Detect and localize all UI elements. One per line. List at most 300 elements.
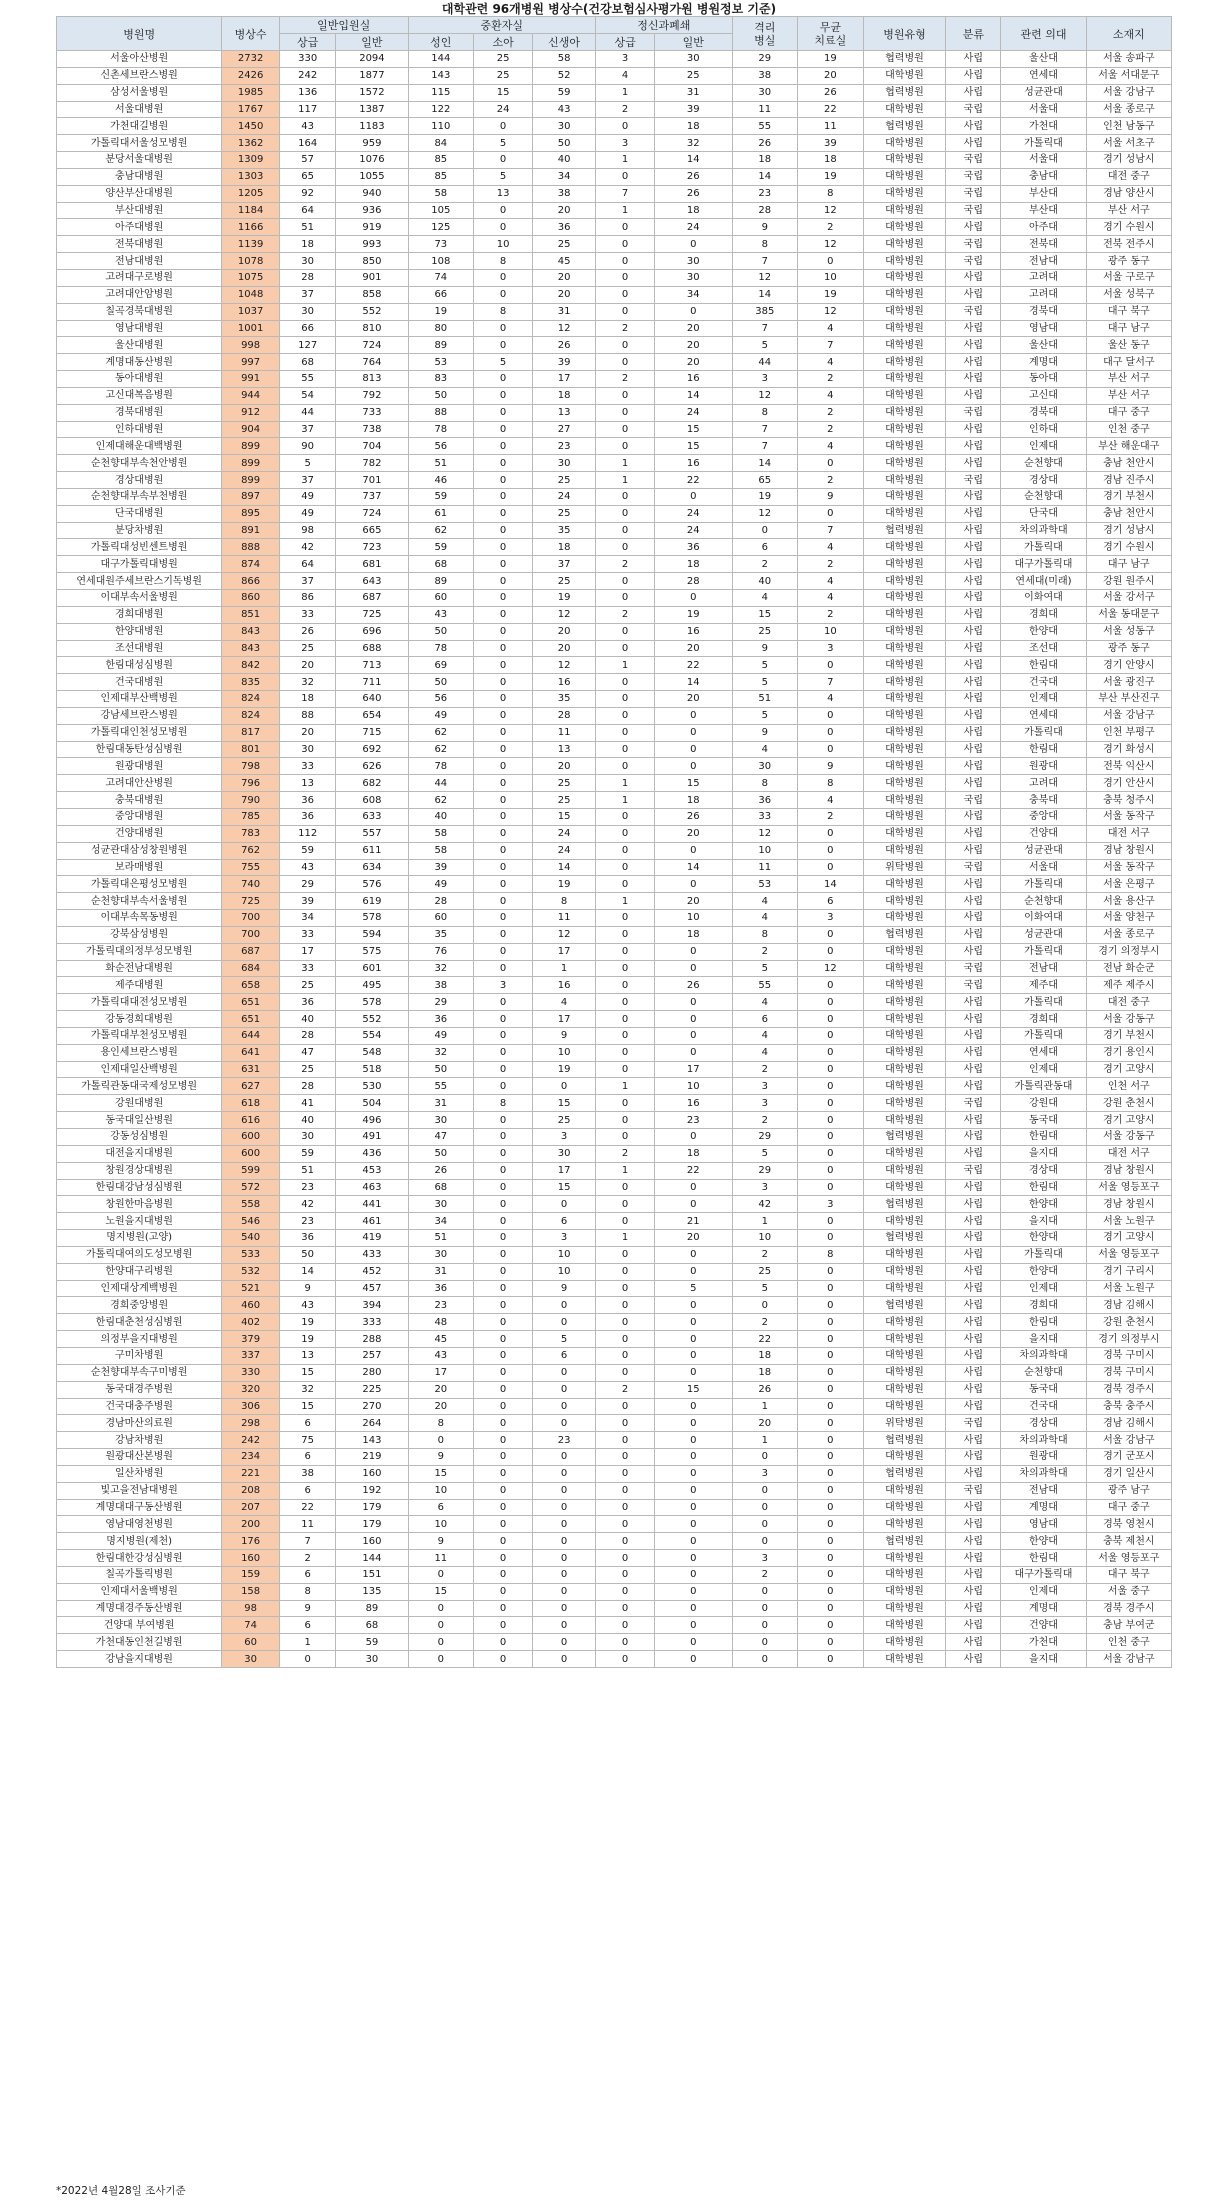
general-upper-cell: 19 xyxy=(279,1331,335,1348)
icu-newborn-cell: 0 xyxy=(533,1566,596,1583)
isolation-room-cell: 10 xyxy=(732,842,798,859)
location-cell: 서울 성동구 xyxy=(1086,623,1171,640)
icu-newborn-cell: 19 xyxy=(533,876,596,893)
sterile-room-cell: 0 xyxy=(798,1061,864,1078)
icu-newborn-cell: 52 xyxy=(533,67,596,84)
icu-child-cell: 0 xyxy=(474,775,533,792)
psych-normal-cell: 20 xyxy=(655,825,732,842)
general-normal-cell: 270 xyxy=(336,1398,408,1415)
icu-newborn-cell: 17 xyxy=(533,1011,596,1028)
psych-upper-cell: 0 xyxy=(596,253,655,270)
hospital-name-cell: 순천향대부속구미병원 xyxy=(57,1364,222,1381)
total-beds-cell: 912 xyxy=(222,404,280,421)
table-row xyxy=(57,337,1172,354)
general-upper-cell: 30 xyxy=(279,253,335,270)
psych-upper-cell: 0 xyxy=(596,1516,655,1533)
isolation-room-cell: 4 xyxy=(732,590,798,607)
psych-normal-cell: 0 xyxy=(655,1516,732,1533)
hospital-name-cell: 명지병원(제천) xyxy=(57,1533,222,1550)
ownership-cell: 사립 xyxy=(946,320,1001,337)
ownership-cell: 사립 xyxy=(946,1499,1001,1516)
table-row xyxy=(57,842,1172,859)
sterile-room-cell: 19 xyxy=(798,51,864,68)
general-normal-cell: 576 xyxy=(336,876,408,893)
icu-child-cell: 0 xyxy=(474,539,533,556)
table-row xyxy=(57,286,1172,303)
psych-normal-cell: 0 xyxy=(655,303,732,320)
hospital-type-cell: 협력병원 xyxy=(863,1230,946,1247)
icu-newborn-cell: 12 xyxy=(533,657,596,674)
medical-school-cell: 한림대 xyxy=(1001,1314,1086,1331)
icu-adult-cell: 32 xyxy=(408,960,474,977)
hospital-name-cell: 영남대영천병원 xyxy=(57,1516,222,1533)
table-row xyxy=(57,421,1172,438)
table-row xyxy=(57,792,1172,809)
header-general: 일반입원실 xyxy=(279,17,408,34)
hospital-type-cell: 대학병원 xyxy=(863,1280,946,1297)
psych-upper-cell: 0 xyxy=(596,1027,655,1044)
medical-school-cell: 한림대 xyxy=(1001,1129,1086,1146)
psych-upper-cell: 1 xyxy=(596,657,655,674)
table-row xyxy=(57,825,1172,842)
psych-upper-cell: 0 xyxy=(596,1415,655,1432)
psych-normal-cell: 26 xyxy=(655,808,732,825)
table-row xyxy=(57,320,1172,337)
icu-child-cell: 13 xyxy=(474,185,533,202)
psych-upper-cell: 0 xyxy=(596,825,655,842)
icu-adult-cell: 31 xyxy=(408,1263,474,1280)
hospital-name-cell: 노원을지대병원 xyxy=(57,1213,222,1230)
icu-newborn-cell: 10 xyxy=(533,1044,596,1061)
sterile-room-cell: 26 xyxy=(798,84,864,101)
isolation-room-cell: 0 xyxy=(732,1482,798,1499)
isolation-room-cell: 25 xyxy=(732,1263,798,1280)
location-cell: 서울 성북구 xyxy=(1086,286,1171,303)
sterile-room-cell: 10 xyxy=(798,269,864,286)
total-beds-cell: 600 xyxy=(222,1145,280,1162)
medical-school-cell: 부산대 xyxy=(1001,185,1086,202)
psych-normal-cell: 24 xyxy=(655,505,732,522)
icu-newborn-cell: 9 xyxy=(533,1027,596,1044)
hospital-type-cell: 대학병원 xyxy=(863,1482,946,1499)
table-row xyxy=(57,488,1172,505)
table-row xyxy=(57,1078,1172,1095)
general-normal-cell: 725 xyxy=(336,606,408,623)
icu-adult-cell: 74 xyxy=(408,269,474,286)
medical-school-cell: 가톨릭관동대 xyxy=(1001,1078,1086,1095)
medical-school-cell: 조선대 xyxy=(1001,640,1086,657)
icu-adult-cell: 49 xyxy=(408,1027,474,1044)
icu-newborn-cell: 0 xyxy=(533,1297,596,1314)
icu-adult-cell: 56 xyxy=(408,691,474,708)
general-upper-cell: 51 xyxy=(279,219,335,236)
total-beds-cell: 221 xyxy=(222,1465,280,1482)
table-row xyxy=(57,1617,1172,1634)
icu-child-cell: 0 xyxy=(474,404,533,421)
general-normal-cell: 701 xyxy=(336,472,408,489)
sterile-room-cell: 11 xyxy=(798,118,864,135)
icu-adult-cell: 43 xyxy=(408,1347,474,1364)
total-beds-cell: 725 xyxy=(222,893,280,910)
general-upper-cell: 13 xyxy=(279,1347,335,1364)
sterile-room-cell: 0 xyxy=(798,859,864,876)
isolation-room-cell: 2 xyxy=(732,943,798,960)
general-upper-cell: 66 xyxy=(279,320,335,337)
general-upper-cell: 59 xyxy=(279,842,335,859)
ownership-cell: 사립 xyxy=(946,573,1001,590)
hospital-type-cell: 대학병원 xyxy=(863,1263,946,1280)
location-cell: 부산 부산진구 xyxy=(1086,691,1171,708)
psych-normal-cell: 20 xyxy=(655,320,732,337)
psych-normal-cell: 25 xyxy=(655,67,732,84)
icu-newborn-cell: 25 xyxy=(533,1112,596,1129)
medical-school-cell: 부산대 xyxy=(1001,202,1086,219)
psych-upper-cell: 0 xyxy=(596,943,655,960)
icu-child-cell: 0 xyxy=(474,674,533,691)
sterile-room-cell: 0 xyxy=(798,1078,864,1095)
medical-school-cell: 한양대 xyxy=(1001,1230,1086,1247)
medical-school-cell: 건양대 xyxy=(1001,825,1086,842)
icu-newborn-cell: 10 xyxy=(533,1246,596,1263)
location-cell: 경기 수원시 xyxy=(1086,539,1171,556)
hospital-type-cell: 대학병원 xyxy=(863,674,946,691)
hospital-type-cell: 대학병원 xyxy=(863,893,946,910)
table-row xyxy=(57,84,1172,101)
location-cell: 광주 남구 xyxy=(1086,1482,1171,1499)
general-upper-cell: 43 xyxy=(279,859,335,876)
general-normal-cell: 192 xyxy=(336,1482,408,1499)
medical-school-cell: 동국대 xyxy=(1001,1112,1086,1129)
psych-upper-cell: 1 xyxy=(596,1162,655,1179)
table-row xyxy=(57,1280,1172,1297)
medical-school-cell: 인하대 xyxy=(1001,421,1086,438)
psych-upper-cell: 0 xyxy=(596,640,655,657)
location-cell: 경기 부천시 xyxy=(1086,1027,1171,1044)
hospital-type-cell: 대학병원 xyxy=(863,741,946,758)
general-upper-cell: 36 xyxy=(279,1230,335,1247)
general-normal-cell: 665 xyxy=(336,522,408,539)
icu-newborn-cell: 43 xyxy=(533,101,596,118)
icu-child-cell: 0 xyxy=(474,640,533,657)
psych-normal-cell: 0 xyxy=(655,590,732,607)
ownership-cell: 사립 xyxy=(946,994,1001,1011)
total-beds-cell: 627 xyxy=(222,1078,280,1095)
general-upper-cell: 112 xyxy=(279,825,335,842)
psych-normal-cell: 22 xyxy=(655,1162,732,1179)
general-upper-cell: 30 xyxy=(279,1129,335,1146)
icu-child-cell: 5 xyxy=(474,354,533,371)
hospital-name-cell: 한림대춘천성심병원 xyxy=(57,1314,222,1331)
hospital-name-cell: 고려대구로병원 xyxy=(57,269,222,286)
medical-school-cell: 가톨릭대 xyxy=(1001,539,1086,556)
isolation-room-cell: 14 xyxy=(732,168,798,185)
total-beds-cell: 658 xyxy=(222,977,280,994)
icu-newborn-cell: 20 xyxy=(533,202,596,219)
hospital-type-cell: 대학병원 xyxy=(863,472,946,489)
total-beds-cell: 824 xyxy=(222,691,280,708)
psych-normal-cell: 22 xyxy=(655,657,732,674)
icu-adult-cell: 30 xyxy=(408,1112,474,1129)
ownership-cell: 사립 xyxy=(946,1364,1001,1381)
table-row xyxy=(57,1230,1172,1247)
general-upper-cell: 6 xyxy=(279,1449,335,1466)
icu-newborn-cell: 40 xyxy=(533,152,596,169)
hospital-name-cell: 분당서울대병원 xyxy=(57,152,222,169)
medical-school-cell: 가천대 xyxy=(1001,1634,1086,1651)
total-beds-cell: 998 xyxy=(222,337,280,354)
icu-adult-cell: 43 xyxy=(408,606,474,623)
hospital-type-cell: 대학병원 xyxy=(863,236,946,253)
psych-normal-cell: 0 xyxy=(655,1566,732,1583)
general-upper-cell: 22 xyxy=(279,1499,335,1516)
hospital-type-cell: 대학병원 xyxy=(863,387,946,404)
ownership-cell: 사립 xyxy=(946,522,1001,539)
isolation-room-cell: 385 xyxy=(732,303,798,320)
icu-adult-cell: 15 xyxy=(408,1583,474,1600)
psych-upper-cell: 0 xyxy=(596,1129,655,1146)
location-cell: 서울 강남구 xyxy=(1086,1651,1171,1668)
icu-adult-cell: 9 xyxy=(408,1449,474,1466)
ownership-cell: 사립 xyxy=(946,1011,1001,1028)
psych-normal-cell: 17 xyxy=(655,1061,732,1078)
ownership-cell: 국립 xyxy=(946,253,1001,270)
icu-adult-cell: 15 xyxy=(408,1465,474,1482)
general-upper-cell: 47 xyxy=(279,1044,335,1061)
psych-upper-cell: 1 xyxy=(596,1078,655,1095)
general-normal-cell: 936 xyxy=(336,202,408,219)
hospital-type-cell: 대학병원 xyxy=(863,320,946,337)
table-row xyxy=(57,1398,1172,1415)
isolation-room-cell: 12 xyxy=(732,505,798,522)
icu-newborn-cell: 25 xyxy=(533,236,596,253)
total-beds-cell: 851 xyxy=(222,606,280,623)
location-cell: 경남 김해시 xyxy=(1086,1415,1171,1432)
sterile-room-cell: 12 xyxy=(798,236,864,253)
hospital-type-cell: 협력병원 xyxy=(863,1196,946,1213)
icu-adult-cell: 0 xyxy=(408,1600,474,1617)
total-beds-cell: 824 xyxy=(222,707,280,724)
hospital-type-cell: 대학병원 xyxy=(863,101,946,118)
isolation-room-cell: 1 xyxy=(732,1213,798,1230)
psych-normal-cell: 0 xyxy=(655,943,732,960)
icu-newborn-cell: 0 xyxy=(533,1499,596,1516)
hospital-type-cell: 대학병원 xyxy=(863,623,946,640)
icu-newborn-cell: 35 xyxy=(533,691,596,708)
icu-newborn-cell: 37 xyxy=(533,556,596,573)
icu-child-cell: 25 xyxy=(474,67,533,84)
sterile-room-cell: 4 xyxy=(798,438,864,455)
medical-school-cell: 아주대 xyxy=(1001,219,1086,236)
isolation-room-cell: 51 xyxy=(732,691,798,708)
hospital-type-cell: 대학병원 xyxy=(863,1381,946,1398)
sterile-room-cell: 0 xyxy=(798,943,864,960)
icu-adult-cell: 50 xyxy=(408,1061,474,1078)
psych-normal-cell: 0 xyxy=(655,1482,732,1499)
hospital-type-cell: 대학병원 xyxy=(863,758,946,775)
icu-child-cell: 0 xyxy=(474,994,533,1011)
isolation-room-cell: 0 xyxy=(732,1634,798,1651)
psych-normal-cell: 0 xyxy=(655,1583,732,1600)
isolation-room-cell: 3 xyxy=(732,1078,798,1095)
hospital-type-cell: 협력병원 xyxy=(863,118,946,135)
medical-school-cell: 영남대 xyxy=(1001,320,1086,337)
table-row xyxy=(57,1314,1172,1331)
sterile-room-cell: 0 xyxy=(798,1331,864,1348)
table-row xyxy=(57,472,1172,489)
hospital-name-cell: 가톨릭대서울성모병원 xyxy=(57,135,222,152)
isolation-room-cell: 53 xyxy=(732,876,798,893)
psych-upper-cell: 0 xyxy=(596,758,655,775)
psych-normal-cell: 0 xyxy=(655,1398,732,1415)
hospital-name-cell: 계명대동산병원 xyxy=(57,354,222,371)
medical-school-cell: 한양대 xyxy=(1001,1533,1086,1550)
psych-normal-cell: 19 xyxy=(655,606,732,623)
psych-upper-cell: 0 xyxy=(596,910,655,927)
hospital-name-cell: 전남대병원 xyxy=(57,253,222,270)
general-normal-cell: 733 xyxy=(336,404,408,421)
icu-newborn-cell: 0 xyxy=(533,1617,596,1634)
icu-child-cell: 0 xyxy=(474,1078,533,1095)
ownership-cell: 사립 xyxy=(946,371,1001,388)
medical-school-cell: 연세대 xyxy=(1001,1044,1086,1061)
psych-upper-cell: 1 xyxy=(596,202,655,219)
icu-adult-cell: 11 xyxy=(408,1550,474,1567)
psych-upper-cell: 4 xyxy=(596,67,655,84)
sterile-room-cell: 0 xyxy=(798,1634,864,1651)
psych-normal-cell: 0 xyxy=(655,1179,732,1196)
sterile-room-cell: 0 xyxy=(798,1213,864,1230)
hospital-type-cell: 대학병원 xyxy=(863,792,946,809)
sterile-room-cell: 0 xyxy=(798,1566,864,1583)
general-upper-cell: 59 xyxy=(279,1145,335,1162)
total-beds-cell: 817 xyxy=(222,724,280,741)
ownership-cell: 사립 xyxy=(946,1213,1001,1230)
icu-newborn-cell: 13 xyxy=(533,404,596,421)
ownership-cell: 사립 xyxy=(946,556,1001,573)
ownership-cell: 국립 xyxy=(946,152,1001,169)
hospital-type-cell: 대학병원 xyxy=(863,994,946,1011)
icu-newborn-cell: 30 xyxy=(533,455,596,472)
isolation-room-cell: 2 xyxy=(732,1314,798,1331)
general-normal-cell: 575 xyxy=(336,943,408,960)
sterile-room-cell: 18 xyxy=(798,152,864,169)
general-normal-cell: 179 xyxy=(336,1499,408,1516)
icu-newborn-cell: 24 xyxy=(533,842,596,859)
hospital-name-cell: 이대부속서울병원 xyxy=(57,590,222,607)
psych-upper-cell: 0 xyxy=(596,1246,655,1263)
sterile-room-cell: 0 xyxy=(798,1364,864,1381)
icu-newborn-cell: 20 xyxy=(533,758,596,775)
hospital-type-cell: 대학병원 xyxy=(863,539,946,556)
medical-school-cell: 가톨릭대 xyxy=(1001,1246,1086,1263)
total-beds-cell: 599 xyxy=(222,1162,280,1179)
table-row xyxy=(57,1297,1172,1314)
isolation-room-cell: 12 xyxy=(732,269,798,286)
total-beds-cell: 1048 xyxy=(222,286,280,303)
general-upper-cell: 42 xyxy=(279,1196,335,1213)
sterile-room-cell: 4 xyxy=(798,354,864,371)
hospital-name-cell: 가톨릭대부천성모병원 xyxy=(57,1027,222,1044)
medical-school-cell: 가톨릭대 xyxy=(1001,994,1086,1011)
total-beds-cell: 644 xyxy=(222,1027,280,1044)
table-row xyxy=(57,1566,1172,1583)
ownership-cell: 사립 xyxy=(946,1550,1001,1567)
header-name: 병원명 xyxy=(57,17,222,51)
ownership-cell: 사립 xyxy=(946,1516,1001,1533)
psych-normal-cell: 0 xyxy=(655,1449,732,1466)
isolation-room-cell: 42 xyxy=(732,1196,798,1213)
psych-normal-cell: 0 xyxy=(655,1550,732,1567)
isolation-room-cell: 6 xyxy=(732,539,798,556)
general-normal-cell: 959 xyxy=(336,135,408,152)
hospital-type-cell: 협력병원 xyxy=(863,84,946,101)
icu-child-cell: 5 xyxy=(474,168,533,185)
hospital-type-cell: 협력병원 xyxy=(863,1432,946,1449)
ownership-cell: 사립 xyxy=(946,691,1001,708)
hospital-name-cell: 성균관대삼성창원병원 xyxy=(57,842,222,859)
isolation-room-cell: 8 xyxy=(732,404,798,421)
location-cell: 경기 성남시 xyxy=(1086,152,1171,169)
hospital-type-cell: 대학병원 xyxy=(863,1078,946,1095)
location-cell: 서울 강남구 xyxy=(1086,84,1171,101)
ownership-cell: 사립 xyxy=(946,1297,1001,1314)
table-row xyxy=(57,1432,1172,1449)
table-row xyxy=(57,455,1172,472)
general-normal-cell: 1183 xyxy=(336,118,408,135)
hospital-name-cell: 계명대경주동산병원 xyxy=(57,1600,222,1617)
psych-upper-cell: 0 xyxy=(596,623,655,640)
icu-adult-cell: 84 xyxy=(408,135,474,152)
sterile-room-cell: 4 xyxy=(798,691,864,708)
medical-school-cell: 고려대 xyxy=(1001,269,1086,286)
hospital-name-cell: 건국대충주병원 xyxy=(57,1398,222,1415)
total-beds-cell: 160 xyxy=(222,1550,280,1567)
psych-upper-cell: 0 xyxy=(596,1011,655,1028)
ownership-cell: 사립 xyxy=(946,1634,1001,1651)
icu-child-cell: 5 xyxy=(474,135,533,152)
icu-adult-cell: 59 xyxy=(408,488,474,505)
ownership-cell: 사립 xyxy=(946,1381,1001,1398)
hospital-name-cell: 조선대병원 xyxy=(57,640,222,657)
isolation-room-cell: 26 xyxy=(732,1381,798,1398)
icu-adult-cell: 30 xyxy=(408,1246,474,1263)
ownership-cell: 사립 xyxy=(946,1179,1001,1196)
hospital-name-cell: 충남대병원 xyxy=(57,168,222,185)
general-upper-cell: 43 xyxy=(279,118,335,135)
icu-child-cell: 0 xyxy=(474,1263,533,1280)
psych-upper-cell: 0 xyxy=(596,303,655,320)
header-beds: 병상수 xyxy=(222,17,280,51)
ownership-cell: 국립 xyxy=(946,185,1001,202)
ownership-cell: 사립 xyxy=(946,640,1001,657)
sterile-room-cell: 0 xyxy=(798,1179,864,1196)
general-normal-cell: 557 xyxy=(336,825,408,842)
icu-newborn-cell: 12 xyxy=(533,320,596,337)
total-beds-cell: 1450 xyxy=(222,118,280,135)
hospital-name-cell: 경북대병원 xyxy=(57,404,222,421)
psych-normal-cell: 39 xyxy=(655,101,732,118)
icu-adult-cell: 34 xyxy=(408,1213,474,1230)
general-normal-cell: 179 xyxy=(336,1516,408,1533)
location-cell: 경기 고양시 xyxy=(1086,1230,1171,1247)
isolation-room-cell: 2 xyxy=(732,1112,798,1129)
location-cell: 경남 양산시 xyxy=(1086,185,1171,202)
sterile-room-cell: 3 xyxy=(798,910,864,927)
total-beds-cell: 558 xyxy=(222,1196,280,1213)
total-beds-cell: 991 xyxy=(222,371,280,388)
ownership-cell: 사립 xyxy=(946,1347,1001,1364)
general-upper-cell: 36 xyxy=(279,994,335,1011)
